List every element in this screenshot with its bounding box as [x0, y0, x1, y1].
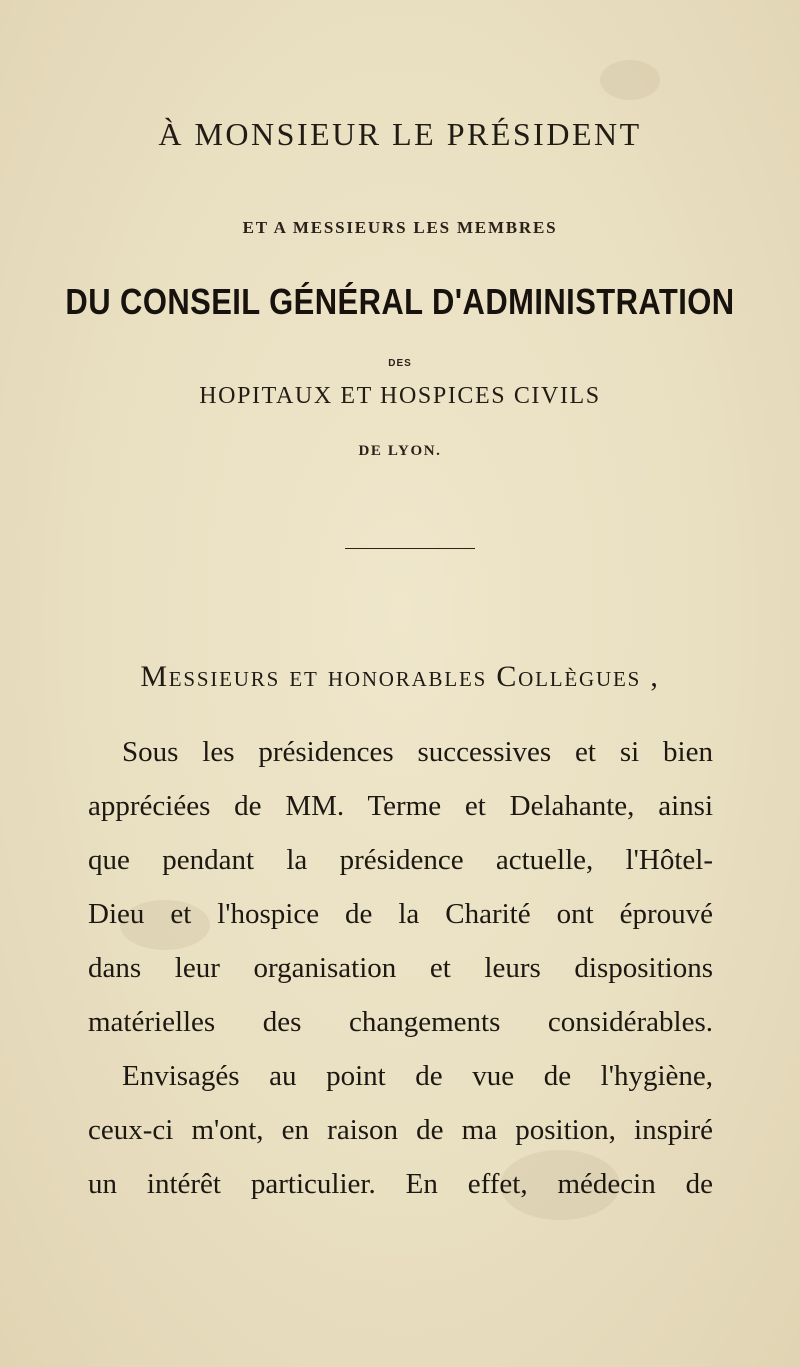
- body-line: ceux-ci m'ont, en raison de ma position, inspiré: [88, 1114, 713, 1146]
- institution-name: HOPITAUX ET HOSPICES CIVILS: [199, 383, 601, 409]
- salutation: Messieurs et honorables Collègues ,: [140, 660, 660, 693]
- body-line: un intérêt particulier. En effet, médecin de: [88, 1168, 713, 1200]
- body-line: matérielles des changements considérables.: [88, 1006, 713, 1038]
- connector-word: DES: [388, 358, 412, 369]
- separator-rule: [345, 548, 475, 549]
- council-name: DU CONSEIL GÉNÉRAL D'ADMINISTRATION: [65, 281, 735, 322]
- body-line: Envisagés au point de vue de l'hygiène,: [122, 1060, 713, 1092]
- city-name: DE LYON.: [358, 443, 442, 459]
- paper-stain: [600, 60, 660, 100]
- body-line: dans leur organisation et leurs dispositions: [88, 952, 713, 984]
- body-line: Sous les présidences successives et si bien: [122, 736, 713, 768]
- dedication-subtitle: ET A MESSIEURS LES MEMBRES: [242, 218, 558, 237]
- body-line: appréciées de MM. Terme et Delahante, ainsi: [88, 790, 713, 822]
- body-line: que pendant la présidence actuelle, l'Hôtel-: [88, 844, 713, 876]
- body-line: Dieu et l'hospice de la Charité ont éprouvé: [88, 898, 713, 930]
- dedication-title: À MONSIEUR LE PRÉSIDENT: [158, 116, 642, 152]
